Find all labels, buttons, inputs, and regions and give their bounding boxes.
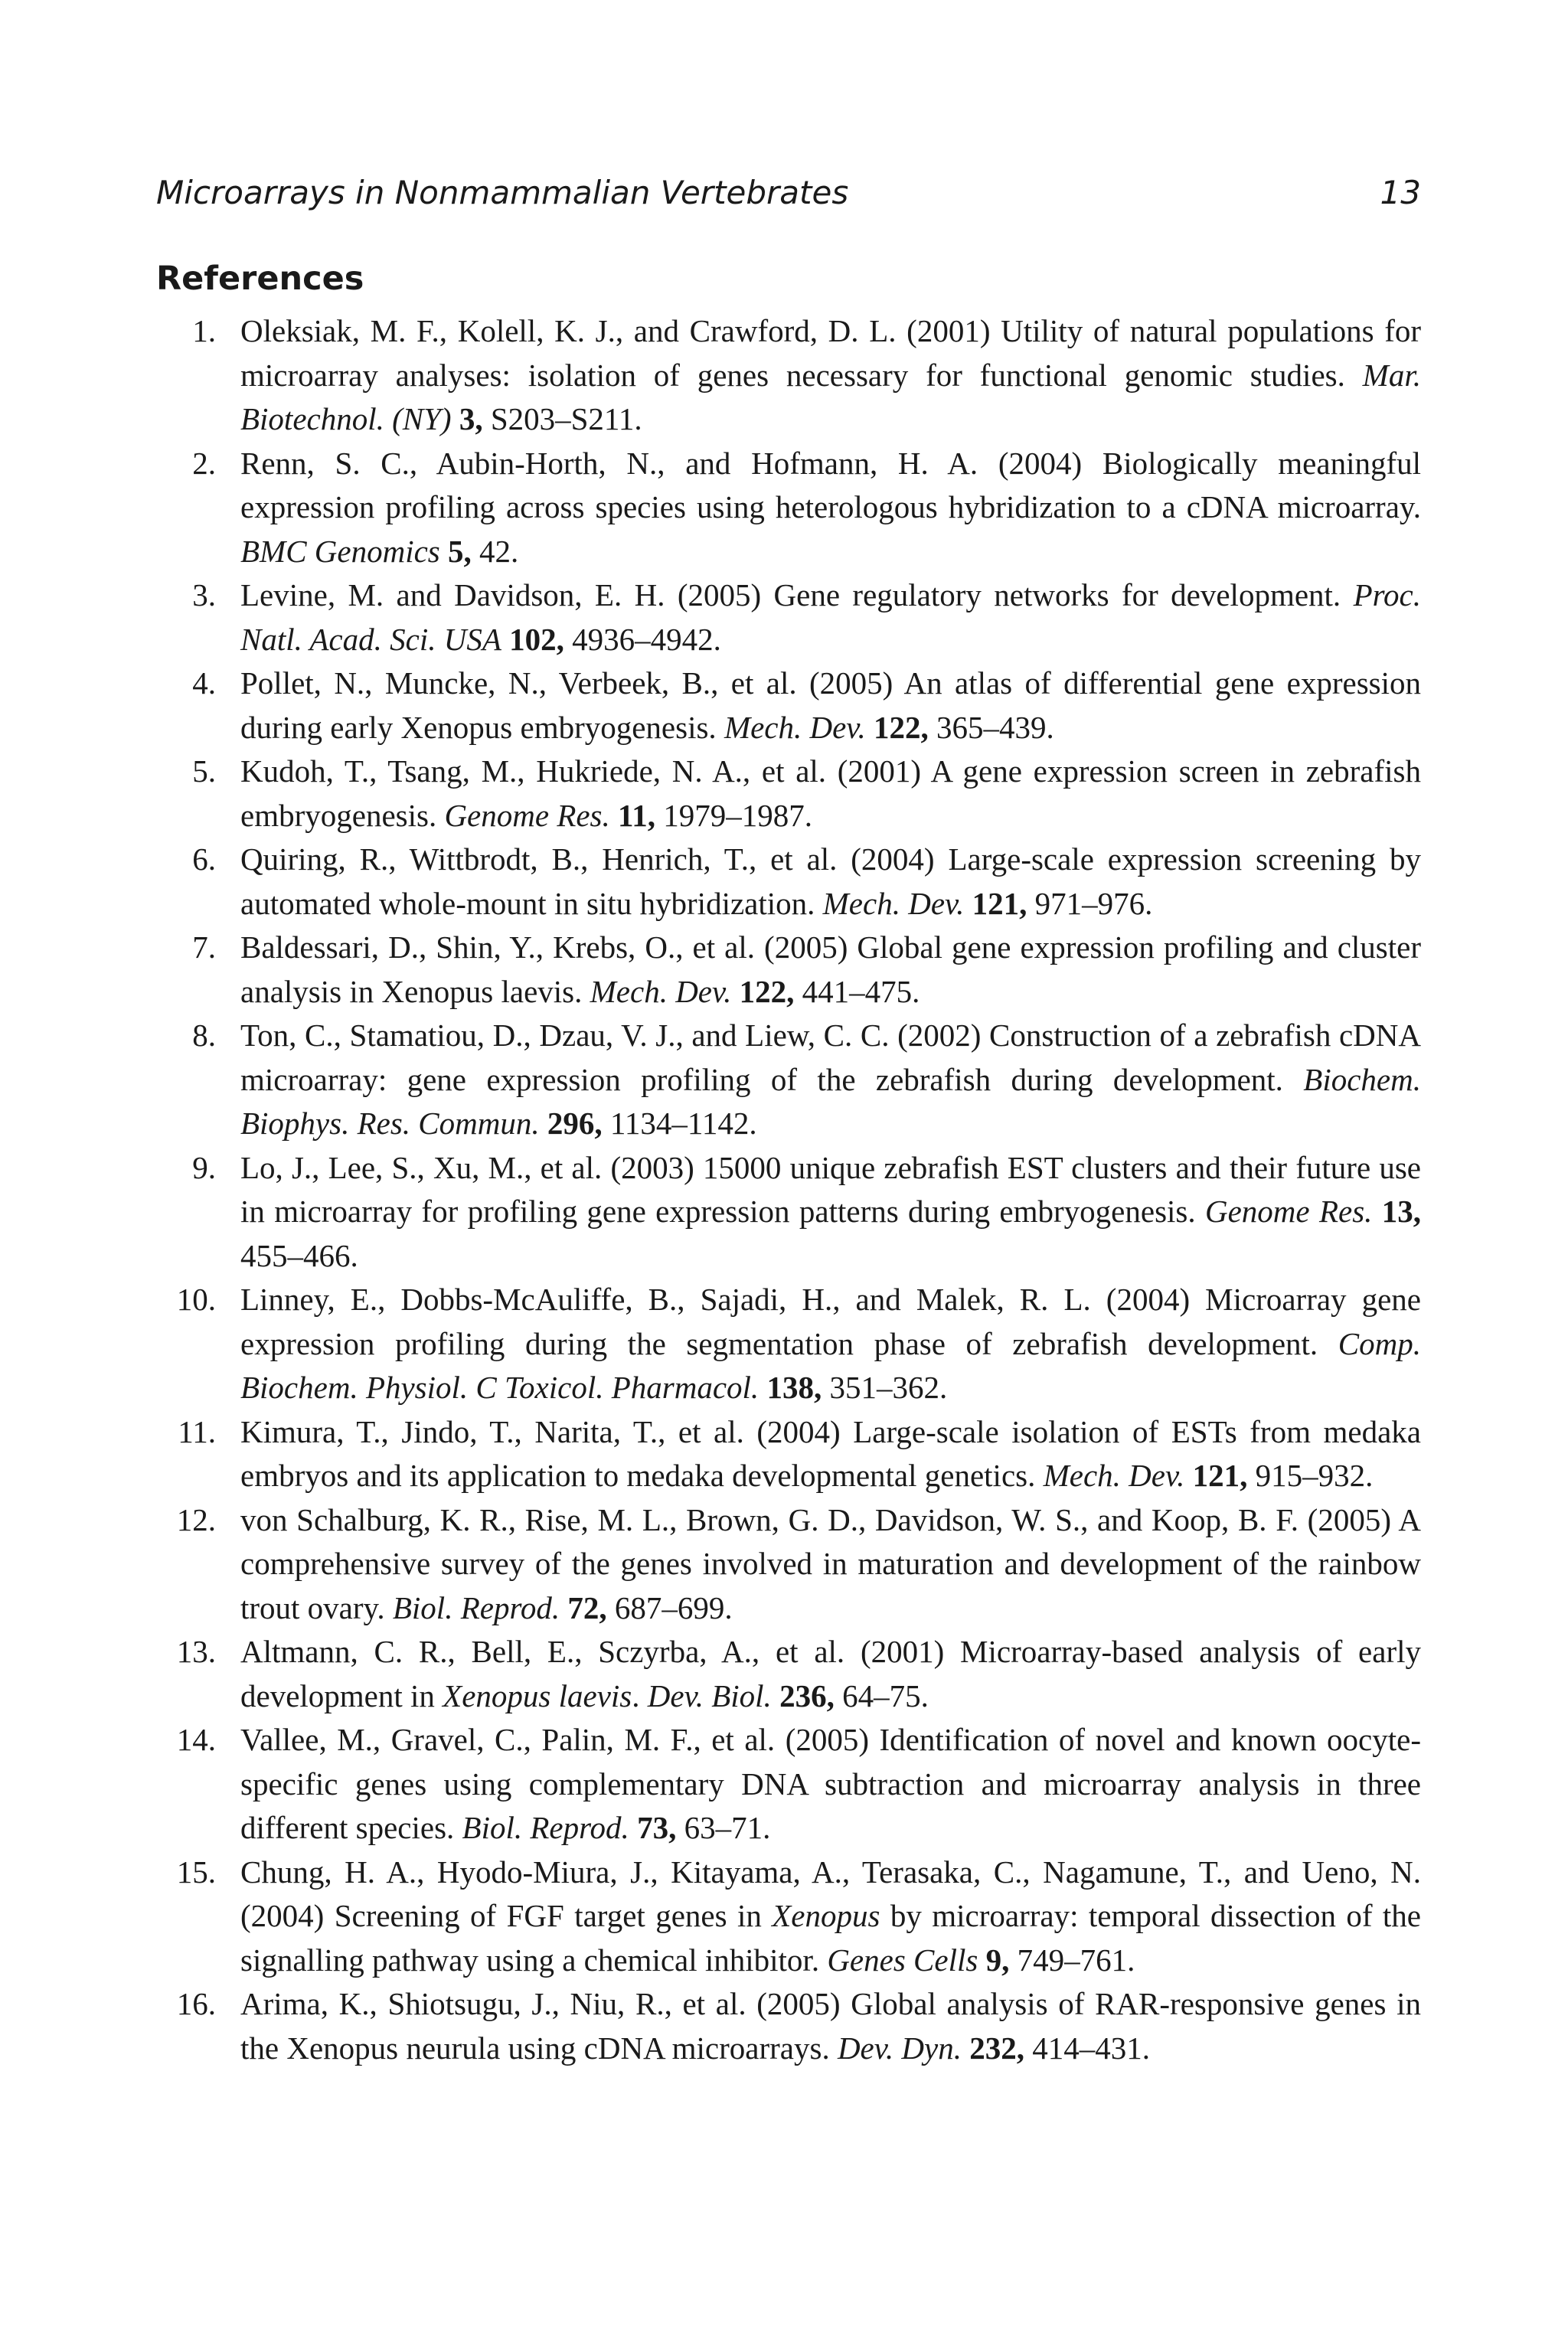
- reference-journal: Genes Cells: [827, 1942, 978, 1978]
- reference-journal: Proc. Natl. Acad. Sci. USA: [240, 577, 1421, 657]
- reference-pages: 1134–1142.: [609, 1106, 757, 1141]
- reference-number: 2.: [192, 445, 216, 481]
- reference-text: Baldessari, D., Shin, Y., Krebs, O., et al. (2005) Global gene expression profiling and cluster analysis in Xenopus laevis.: [240, 929, 1421, 1009]
- reference-text: Levine, M. and Davidson, E. H. (2005) Gene regulatory networks for development.: [240, 577, 1354, 612]
- reference-volume: 121,: [972, 885, 1027, 921]
- reference-pages: 971–976.: [1034, 885, 1153, 921]
- reference-text: Ton, C., Stamatiou, D., Dzau, V. J., and Liew, C. C. (2002) Construction of a zebrafish cDNA microarray: gene expression profiling of the zebrafish during development.: [240, 1018, 1421, 1097]
- reference-pages: 351–362.: [829, 1370, 948, 1405]
- reference-number: 9.: [192, 1149, 216, 1185]
- reference-item: [156, 1014, 1421, 1146]
- running-head-title: Microarrays in Nonmammalian Vertebrates: [156, 174, 849, 211]
- reference-item: [156, 662, 1421, 750]
- reference-journal: Comp. Biochem. Physiol. C Toxicol. Pharmacol.: [240, 1325, 1421, 1405]
- reference-pages: 4936–4942.: [572, 621, 721, 657]
- reference-number: 14.: [176, 1722, 216, 1757]
- reference-number: 12.: [176, 1501, 216, 1537]
- reference-text-continued: .: [632, 1677, 648, 1713]
- reference-journal: Mar. Biotechnol. (NY): [240, 357, 1421, 436]
- reference-volume: 122,: [739, 973, 795, 1009]
- reference-volume: 72,: [567, 1589, 607, 1625]
- reference-number: 7.: [192, 929, 216, 965]
- reference-text: Arima, K., Shiotsugu, J., Niu, R., et al. (2005) Global analysis of RAR-responsive genes in the Xenopus neurula using cDNA microarrays.: [240, 1986, 1421, 2066]
- reference-item: [156, 573, 1421, 662]
- reference-pages: 749–761.: [1017, 1942, 1135, 1978]
- reference-text: von Schalburg, K. R., Rise, M. L., Brown, G. D., Davidson, W. S., and Koop, B. F. (2005) A comprehensive survey of the genes involved in maturation and development of the rainbow trout ovary.: [240, 1501, 1421, 1625]
- reference-number: 10.: [176, 1282, 216, 1317]
- reference-pages: 64–75.: [842, 1677, 929, 1713]
- reference-volume: 121,: [1192, 1458, 1248, 1493]
- page-number: 13: [1380, 174, 1421, 211]
- reference-pages: 42.: [479, 533, 519, 569]
- reference-text: Quiring, R., Wittbrodt, B., Henrich, T., et al. (2004) Large-scale expression screening by automated whole-mount in situ hybridization.: [240, 841, 1421, 921]
- reference-number: 8.: [192, 1018, 216, 1053]
- reference-volume: 13,: [1381, 1194, 1422, 1229]
- reference-number: 4.: [192, 665, 216, 701]
- reference-volume: 236,: [779, 1677, 835, 1713]
- reference-journal: Biochem. Biophys. Res. Commun.: [240, 1061, 1421, 1141]
- reference-volume: 232,: [969, 2030, 1024, 2066]
- reference-pages: 915–932.: [1255, 1458, 1374, 1493]
- reference-pages: 365–439.: [936, 709, 1054, 745]
- reference-pages: 441–475.: [802, 973, 920, 1009]
- reference-pages: S203–S211.: [490, 401, 642, 436]
- reference-journal: Dev. Biol.: [647, 1677, 772, 1713]
- reference-journal: Biol. Reprod.: [392, 1589, 560, 1625]
- reference-text: Lo, J., Lee, S., Xu, M., et al. (2003) 15000 unique zebrafish EST clusters and their future use in microarray for profiling gene expression patterns during embryogenesis.: [240, 1149, 1421, 1229]
- reference-text: Oleksiak, M. F., Kolell, K. J., and Crawford, D. L. (2001) Utility of natural populations for microarray analyses: isolation of genes necessary for functional genomic studies.: [240, 313, 1421, 393]
- reference-species: Xenopus: [772, 1898, 880, 1933]
- reference-item: [156, 1630, 1421, 1718]
- reference-journal: BMC Genomics: [240, 533, 440, 569]
- reference-journal: Biol. Reprod.: [462, 1810, 629, 1845]
- reference-pages: 1979–1987.: [663, 797, 813, 833]
- reference-journal: Mech. Dev.: [1043, 1458, 1185, 1493]
- reference-volume: 122,: [873, 709, 929, 745]
- reference-volume: 5,: [448, 533, 472, 569]
- reference-pages: 63–71.: [684, 1810, 771, 1845]
- reference-item: [156, 838, 1421, 926]
- reference-number: 3.: [192, 577, 216, 612]
- reference-item: [156, 442, 1421, 574]
- section-heading: References: [156, 260, 364, 298]
- reference-pages: 414–431.: [1032, 2030, 1150, 2066]
- reference-volume: 11,: [618, 797, 656, 833]
- reference-journal: Dev. Dyn.: [837, 2030, 962, 2066]
- reference-volume: 3,: [459, 401, 483, 436]
- reference-number: 6.: [192, 841, 216, 877]
- reference-text: Kimura, T., Jindo, T., Narita, T., et al. (2004) Large-scale isolation of ESTs from medaka embryos and its application to medaka developmental genetics.: [240, 1413, 1421, 1493]
- reference-item: [156, 1982, 1421, 2070]
- reference-item: [156, 309, 1421, 442]
- reference-item: [156, 1498, 1421, 1631]
- reference-item: [156, 1146, 1421, 1279]
- reference-number: 15.: [176, 1854, 216, 1890]
- reference-journal: Mech. Dev.: [590, 973, 732, 1009]
- reference-volume: 296,: [547, 1106, 603, 1141]
- reference-volume: 73,: [637, 1810, 677, 1845]
- page: [156, 0, 1421, 2352]
- reference-item: [156, 1851, 1421, 1983]
- reference-journal: Genome Res.: [1204, 1194, 1373, 1229]
- reference-item: [156, 926, 1421, 1014]
- reference-text: Renn, S. C., Aubin-Horth, N., and Hofmann, H. A. (2004) Biologically meaningful expression profiling across species using heterologous hybridization to a cDNA microarray.: [240, 445, 1421, 524]
- reference-text: Pollet, N., Muncke, N., Verbeek, B., et al. (2005) An atlas of differential gene expression during early Xenopus embryogenesis.: [240, 665, 1421, 745]
- reference-item: [156, 1278, 1421, 1410]
- reference-text-continued: by microarray: temporal dissection of the signalling pathway using a chemical inhibitor.: [240, 1898, 1421, 1978]
- reference-number: 1.: [192, 313, 216, 348]
- reference-text: Vallee, M., Gravel, C., Palin, M. F., et al. (2005) Identification of novel and known oocyte-specific genes using complementary DNA subtraction and microarray analysis in three different species.: [240, 1722, 1421, 1845]
- reference-journal: Mech. Dev.: [724, 709, 866, 745]
- reference-journal: Genome Res.: [444, 797, 610, 833]
- reference-number: 13.: [176, 1634, 216, 1669]
- reference-item: [156, 750, 1421, 838]
- reference-journal: Mech. Dev.: [822, 885, 965, 921]
- reference-text: Chung, H. A., Hyodo-Miura, J., Kitayama, A., Terasaka, C., Nagamune, T., and Ueno, N. (2004) Screening of FGF target genes in: [240, 1854, 1421, 1933]
- reference-text: Kudoh, T., Tsang, M., Hukriede, N. A., et al. (2001) A gene expression screen in zebrafish embryogenesis.: [240, 753, 1421, 833]
- reference-text: Altmann, C. R., Bell, E., Sczyrba, A., et al. (2001) Microarray-based analysis of early development in: [240, 1634, 1421, 1713]
- reference-number: 16.: [176, 1986, 216, 2021]
- reference-volume: 138,: [766, 1370, 822, 1405]
- running-head: [156, 170, 1421, 216]
- reference-pages: 687–699.: [614, 1589, 733, 1625]
- reference-item: [156, 1718, 1421, 1851]
- reference-number: 11.: [178, 1413, 216, 1449]
- reference-volume: 9,: [985, 1942, 1010, 1978]
- reference-pages: 455–466.: [240, 1237, 358, 1273]
- reference-number: 5.: [192, 753, 216, 789]
- reference-item: [156, 1410, 1421, 1498]
- reference-species: Xenopus laevis: [443, 1677, 632, 1713]
- reference-list: [156, 309, 1421, 2070]
- reference-text: Linney, E., Dobbs-McAuliffe, B., Sajadi, H., and Malek, R. L. (2004) Microarray gene expression profiling during the segmentation phase of zebrafish development.: [240, 1282, 1421, 1361]
- reference-volume: 102,: [509, 621, 564, 657]
